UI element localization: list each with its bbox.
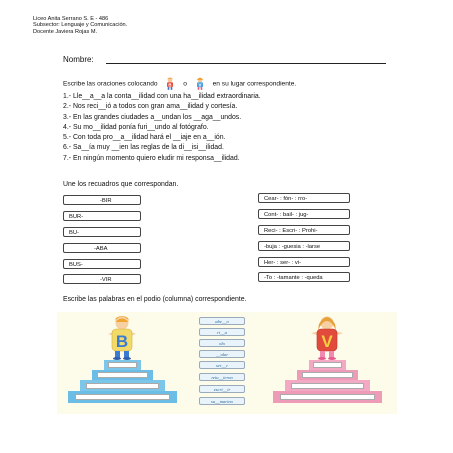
instruction-before: Escribe las oraciones colocando bbox=[63, 80, 158, 88]
match-right-box[interactable]: Her- : ser- : vi- bbox=[258, 257, 350, 267]
blue-podium-step bbox=[68, 391, 177, 403]
match-left-box[interactable]: BUS- bbox=[63, 259, 141, 269]
sentence-item: 1.- Lle__a__a la conta__ilidad con una ha__ilidad extraordinaria. bbox=[63, 93, 261, 100]
answer-slot[interactable] bbox=[97, 372, 148, 378]
sentence-item: 2.- Nos reci__ió a todos con gran ama__ilidad y cortesía. bbox=[63, 103, 238, 111]
header-line-subject: Subsector: Lenguaje y Comunicación. bbox=[33, 22, 128, 29]
match-right-box[interactable]: -buja : -guesia : -larse bbox=[258, 241, 350, 251]
sentence-list bbox=[63, 92, 261, 164]
svg-text:V: V bbox=[321, 332, 333, 351]
match-left-box[interactable]: -VIR bbox=[63, 274, 141, 284]
instruction-middle: o bbox=[183, 80, 187, 88]
match-right-box[interactable]: Reci- : Escri- : Prohi- bbox=[258, 225, 350, 235]
sentence-item: 5.- Con toda pro__a__ilidad hará el __iaje en a__ión. bbox=[63, 134, 226, 142]
match-left-box[interactable]: -ABA bbox=[63, 243, 141, 253]
v-character-icon bbox=[301, 314, 353, 360]
match-left-box[interactable]: -BIR bbox=[63, 195, 141, 205]
match-left-box[interactable]: BU- bbox=[63, 227, 141, 237]
word-card[interactable]: retu__ieron bbox=[199, 373, 245, 381]
header-line-teacher: Docente Javiera Rojas M. bbox=[33, 28, 98, 35]
sentence-item: 4.- Su mo__ilidad ponía furi__undo al fotógrafo. bbox=[63, 123, 209, 131]
answer-slot[interactable] bbox=[75, 394, 170, 400]
boy-b-icon bbox=[163, 77, 177, 90]
sentence-item: 7.- En ningún momento quiero eludir mi responsa__ilidad. bbox=[63, 154, 240, 162]
sentence-item: 6.- Sa__ía muy __ien las reglas de la di__isi__ilidad. bbox=[63, 144, 224, 152]
instruction-after: en su lugar correspondiente. bbox=[212, 80, 297, 88]
girl-v-icon bbox=[193, 77, 207, 90]
match-instruction: Une los recuadros que correspondan. bbox=[63, 181, 179, 188]
match-right-box[interactable]: Cear- : fón- : rro- bbox=[258, 193, 350, 203]
word-card[interactable]: olo bbox=[199, 339, 245, 347]
pink-podium-step bbox=[309, 360, 346, 370]
answer-slot[interactable] bbox=[291, 383, 364, 389]
school-header bbox=[33, 16, 127, 35]
blue-podium-step bbox=[104, 360, 141, 370]
match-right-box[interactable]: Cont- : bail- : jug- bbox=[258, 209, 350, 219]
svg-text:V: V bbox=[198, 82, 202, 88]
header-line-school: Liceo Anita Serrano S. E - 486 bbox=[33, 16, 109, 22]
sentence-item: 3.- En las grandes ciudades a__undan los __aga__undos. bbox=[63, 113, 242, 121]
answer-slot[interactable] bbox=[280, 394, 375, 400]
name-field-line[interactable] bbox=[106, 63, 386, 64]
blue-podium-step bbox=[92, 370, 153, 380]
pink-podium-step bbox=[285, 380, 370, 391]
answer-slot[interactable] bbox=[313, 362, 342, 368]
word-card[interactable]: escri__ir bbox=[199, 385, 245, 393]
answer-slot[interactable] bbox=[108, 362, 137, 368]
pink-podium-step bbox=[297, 370, 358, 380]
word-card[interactable]: su__marino bbox=[199, 397, 245, 405]
blue-podium-step bbox=[80, 380, 165, 391]
word-card[interactable]: ser__r bbox=[199, 361, 245, 369]
match-left-box[interactable]: BUR- bbox=[63, 211, 141, 221]
answer-slot[interactable] bbox=[302, 372, 353, 378]
svg-text:B: B bbox=[168, 82, 173, 88]
name-label: Nombre: bbox=[63, 55, 94, 64]
podium-instruction: Escribe las palabras en el podio (columna) correspondiente. bbox=[63, 296, 247, 303]
word-card[interactable]: __ular bbox=[199, 350, 245, 358]
b-character-icon bbox=[96, 314, 148, 360]
instruction-line bbox=[63, 77, 296, 90]
pink-podium-step bbox=[273, 391, 382, 403]
word-card[interactable]: abe__o bbox=[199, 317, 245, 325]
answer-slot[interactable] bbox=[86, 383, 159, 389]
match-right-box[interactable]: -To : -tamante : -queda bbox=[258, 272, 350, 282]
svg-text:B: B bbox=[115, 332, 129, 351]
word-card[interactable]: ri__a bbox=[199, 328, 245, 336]
